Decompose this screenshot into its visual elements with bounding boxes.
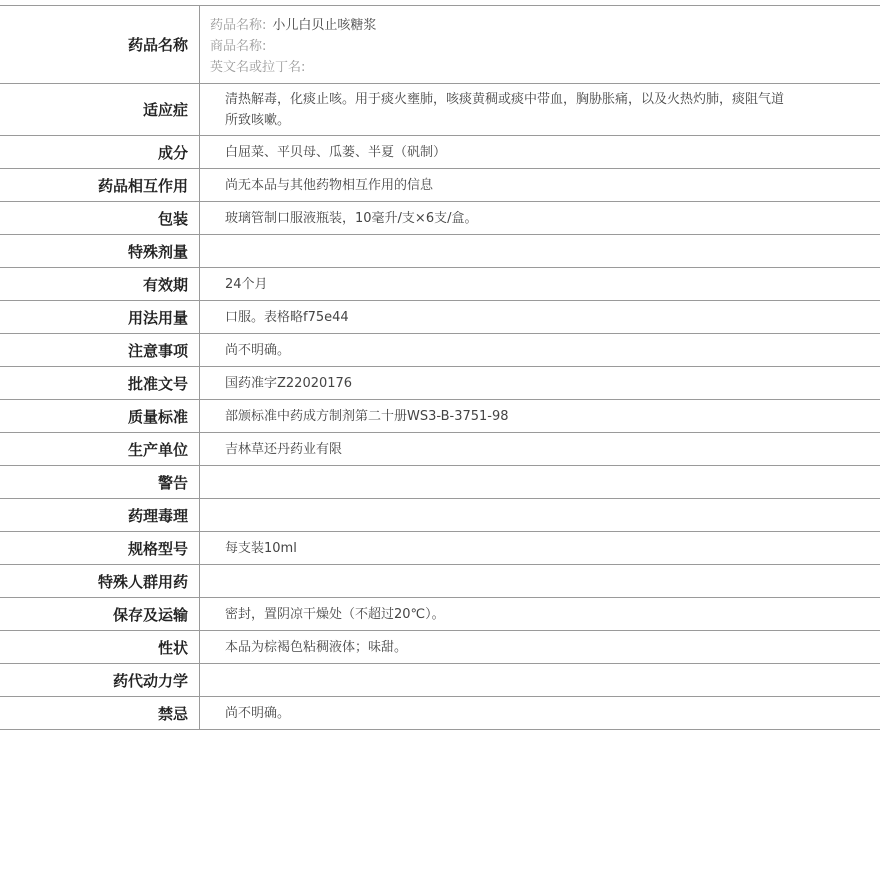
- row-label: 药品相互作用: [0, 169, 200, 201]
- row-label: 质量标准: [0, 400, 200, 432]
- row-ingredients: [0, 136, 880, 169]
- row-value: 清热解毒，化痰止咳。用于痰火壅肺，咳痰黄稠或痰中带血，胸胁胀痛，以及火热灼肺，痰阻气道所致咳嗽。: [225, 91, 785, 128]
- row-manufacturer: [0, 433, 880, 466]
- row-value: 尚不明确。: [225, 705, 291, 721]
- row-label: 成分: [0, 136, 200, 168]
- row-label: 药理毒理: [0, 499, 200, 531]
- row-value: 玻璃管制口服液瓶装，10毫升/支×6支/盒。: [225, 210, 478, 226]
- row-label: 药品名称: [0, 6, 200, 83]
- row-value: 部颁标准中药成方制剂第二十册WS3-B-3751-98: [225, 408, 509, 424]
- row-label: 保存及运输: [0, 598, 200, 630]
- row-value: 口服。表格略f75e44: [225, 309, 349, 325]
- row-label: 注意事项: [0, 334, 200, 366]
- row-special-populations: [0, 565, 880, 598]
- row-usage: [0, 301, 880, 334]
- row-contraindications: [0, 697, 880, 730]
- name-line: 商品名称:: [210, 39, 267, 54]
- row-description: [0, 631, 880, 664]
- row-value: 本品为棕褐色粘稠液体；味甜。: [225, 639, 408, 655]
- row-quality-standard: [0, 400, 880, 433]
- row-storage: [0, 598, 880, 631]
- row-value: 国药准字Z22020176: [225, 375, 353, 391]
- row-specification: [0, 532, 880, 565]
- row-value: 密封，置阴凉干燥处（不超过20℃）。: [225, 606, 445, 622]
- row-value: 每支装10ml: [225, 540, 297, 556]
- row-value: 尚无本品与其他药物相互作用的信息: [225, 177, 434, 193]
- row-value: 白屈菜、平贝母、瓜蒌、半夏（矾制）: [225, 144, 447, 160]
- row-value: [200, 565, 880, 597]
- name-line: 英文名或拉丁名:: [210, 60, 306, 75]
- row-value: [200, 664, 880, 696]
- row-approval-number: [0, 367, 880, 400]
- row-special-dosage: [0, 235, 880, 268]
- row-label: 特殊剂量: [0, 235, 200, 267]
- row-label: 禁忌: [0, 697, 200, 729]
- row-label: 警告: [0, 466, 200, 498]
- row-value: [200, 466, 880, 498]
- row-label: 批准文号: [0, 367, 200, 399]
- row-value: [200, 499, 880, 531]
- row-warning: [0, 466, 880, 499]
- row-precautions: [0, 334, 880, 367]
- drug-info-table: [0, 5, 880, 730]
- row-pharmacokinetics: [0, 664, 880, 697]
- row-label: 包装: [0, 202, 200, 234]
- row-label: 规格型号: [0, 532, 200, 564]
- row-value: 吉林草还丹药业有限: [225, 441, 343, 457]
- name-line: 药品名称: 小儿白贝止咳糖浆: [210, 18, 377, 33]
- row-value: [200, 235, 880, 267]
- row-shelf-life: [0, 268, 880, 301]
- drug-name-block: [200, 6, 880, 83]
- row-packaging: [0, 202, 880, 235]
- row-pharmacology: [0, 499, 880, 532]
- row-value: 尚不明确。: [225, 342, 291, 358]
- row-label: 特殊人群用药: [0, 565, 200, 597]
- row-drug-name: [0, 6, 880, 84]
- row-interactions: [0, 169, 880, 202]
- row-label: 用法用量: [0, 301, 200, 333]
- row-indications: [0, 84, 880, 136]
- row-label: 有效期: [0, 268, 200, 300]
- row-label: 性状: [0, 631, 200, 663]
- row-label: 适应症: [0, 84, 200, 135]
- row-label: 药代动力学: [0, 664, 200, 696]
- row-label: 生产单位: [0, 433, 200, 465]
- row-value: 24个月: [225, 276, 268, 292]
